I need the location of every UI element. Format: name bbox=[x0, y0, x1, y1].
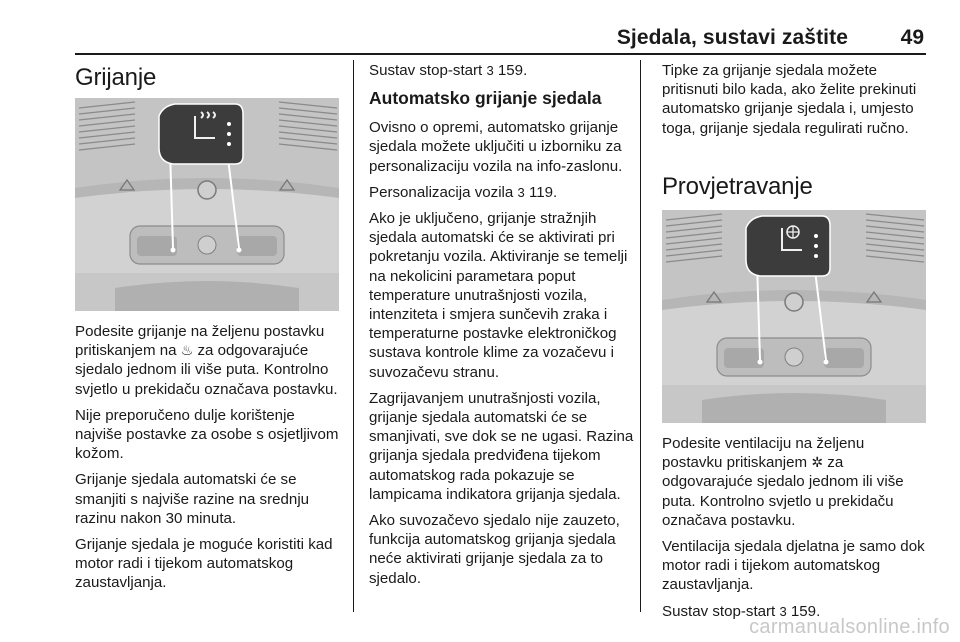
column-1 bbox=[75, 322, 345, 600]
cross-reference: Personalizacija vozila 3 119. bbox=[369, 183, 558, 201]
paragraph: Nije preporučeno dulje korištenje najviše postavke za osobe s osjetljivom kožom. bbox=[75, 406, 339, 463]
paragraph: Podesite ventilaciju na željenu postavku pritiskanjem ✲ za odgovarajuće sjedalo jednom ili više puta. Kontrolno svjetlo u prekidaču označava postavku. bbox=[662, 435, 904, 529]
paragraph: Ovisno o opremi, automatsko grijanje sjedala možete uključiti u izborniku za personalizaciju vozila na info-zaslonu. bbox=[369, 119, 623, 175]
paragraph: Tipke za grijanje sjedala možete pritisnuti bilo kada, ako želite prekinuti automatsko grijanje sjedala i, umjesto toga, grijanje sjedala regulirati ručno. bbox=[662, 62, 917, 137]
column-2 bbox=[369, 61, 635, 595]
reference-arrow-icon: 3 bbox=[779, 603, 787, 619]
watermark: carmanualsonline.info bbox=[749, 616, 950, 638]
reference-arrow-icon: 3 bbox=[486, 63, 494, 78]
column-divider bbox=[640, 60, 641, 612]
paragraph: Ventilacija sjedala djelatna je samo dok motor radi i tijekom automatskog zaustavljanja. bbox=[662, 538, 925, 594]
section-heading-heating: Grijanje bbox=[75, 64, 157, 91]
column-divider bbox=[353, 60, 354, 612]
page-number: 49 bbox=[900, 26, 924, 49]
seat-vent-icon: ✲ bbox=[811, 454, 824, 471]
paragraph: Grijanje sjedala je moguće koristiti kad motor radi i tijekom automatskog zaustavljanja. bbox=[75, 536, 333, 592]
column-3-top bbox=[662, 61, 926, 145]
paragraph: Zagrijavanjem unutrašnjosti vozila, grijanje sjedala automatski će se smanjivati, sve dok se ne ugasi. Razina grijanja sjedala predviđena tijekom automatskog rada pokazuje se lampicama indikatora grijanja sjedala. bbox=[369, 389, 634, 503]
cross-reference: Sustav stop-start 3 159. bbox=[662, 602, 821, 620]
column-3-bottom bbox=[662, 434, 926, 628]
header-rule bbox=[75, 53, 926, 55]
seat-ventilation-controls-illustration bbox=[662, 210, 926, 423]
paragraph: Ako suvozačevo sjedalo nije zauzeto, funkcija automatskog grijanja sjedala neće aktivirati grijanje sjedala za to sjedalo. bbox=[369, 512, 620, 587]
section-heading-ventilation: Provjetravanje bbox=[662, 173, 813, 200]
paragraph: Ako je uključeno, grijanje stražnjih sjedala automatski će se aktivirati pri pokretanju vozila. Aktiviranje se temelji na nekolicini parametara poput temperature unutrašnjosti vozila, intenziteta i smjera sunčevih zraka i temperaturne postavke elektroničkog sustava kontrole klime za vozačevu i suvozačevu stranu. bbox=[369, 210, 628, 381]
running-header-title: Sjedala, sustavi zaštite bbox=[616, 26, 848, 49]
subheading-automatic-heating: Automatsko grijanje sjedala bbox=[369, 88, 602, 109]
cross-reference: Sustav stop-start 3 159. bbox=[369, 62, 528, 79]
paragraph: Podesite grijanje na željenu postavku pritiskanjem na ♨ za odgovarajuće sjedalo jednom ili više puta. Kontrolno svjetlo u prekidaču označava postavku. bbox=[75, 323, 338, 398]
seat-heating-controls-illustration bbox=[75, 98, 339, 311]
reference-arrow-icon: 3 bbox=[517, 184, 525, 200]
seat-heat-icon: ♨ bbox=[180, 342, 194, 359]
paragraph: Grijanje sjedala automatski će se smanjiti s najviše razine na srednju razinu nakon 30 minuta. bbox=[75, 471, 310, 527]
